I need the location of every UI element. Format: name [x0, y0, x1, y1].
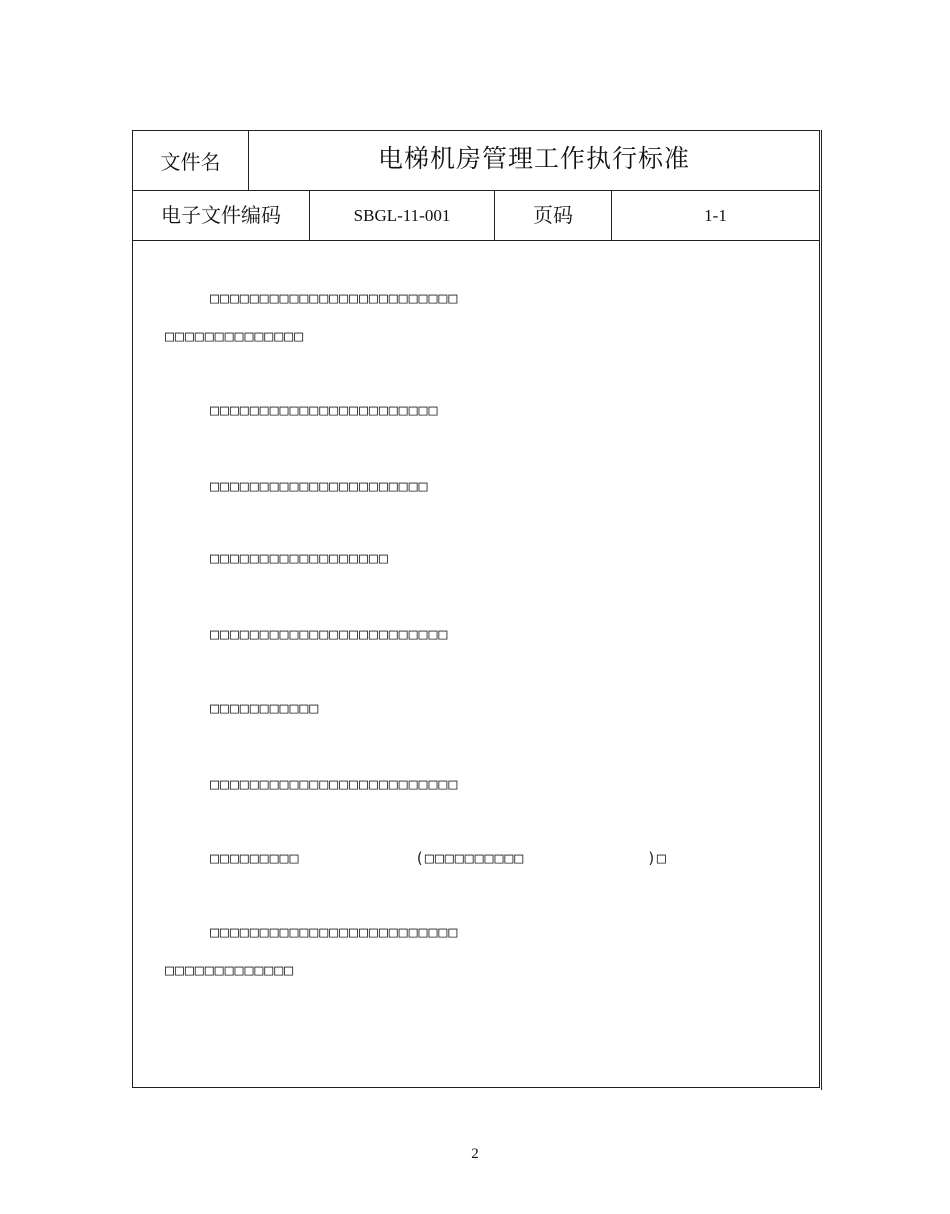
e-file-code-cell — [310, 191, 494, 240]
paragraph-line: □□□□□□□□□□□□□□□□□□□□□□□□□ — [210, 289, 459, 307]
page-code-label: 页码 — [533, 203, 573, 227]
paragraph-line: □□□□□□□□□□□□□□□□□□□□□□□□ — [210, 625, 449, 643]
file-name-label-cell — [133, 131, 248, 190]
e-file-code-label-cell — [133, 191, 309, 240]
document-title: 电梯机房管理工作执行标准 — [377, 143, 690, 173]
file-name-label: 文件名 — [160, 150, 221, 174]
paragraph-line: □□□□□□□□□□□□□□□□□□□□□□□□□ — [210, 923, 459, 941]
paragraph-line: □□□□□□□□□□□□□□ — [165, 327, 305, 345]
paragraph-line: □□□□□□□□□□□□□□□□□□□□□□□ — [210, 401, 439, 419]
paragraph-line: □□□□□□□□□□□□□ — [165, 961, 295, 979]
page-number: 2 — [471, 1146, 479, 1162]
e-file-code: SBGL-11-001 — [353, 205, 451, 225]
paragraph-line: )□ — [647, 849, 667, 867]
page-code: 1-1 — [704, 205, 727, 225]
paragraph-line: □□□□□□□□□ — [210, 849, 300, 867]
paragraph-line: □□□□□□□□□□□□□□□□□□□□□□□□□ — [210, 775, 459, 793]
paragraph-line: □□□□□□□□□□□ — [210, 699, 320, 717]
header-row-codes — [133, 191, 819, 241]
page-code-label-cell — [495, 191, 611, 240]
header-row-title — [133, 131, 819, 191]
document-title-cell — [249, 131, 819, 190]
document-frame — [132, 130, 820, 1088]
paragraph-line: (□□□□□□□□□□ — [415, 849, 525, 867]
e-file-code-label: 电子文件编码 — [161, 203, 281, 227]
paragraph-line: □□□□□□□□□□□□□□□□□□□□□□ — [210, 477, 429, 495]
paragraph-line: □□□□□□□□□□□□□□□□□□ — [210, 549, 389, 567]
page-code-cell — [612, 191, 819, 240]
